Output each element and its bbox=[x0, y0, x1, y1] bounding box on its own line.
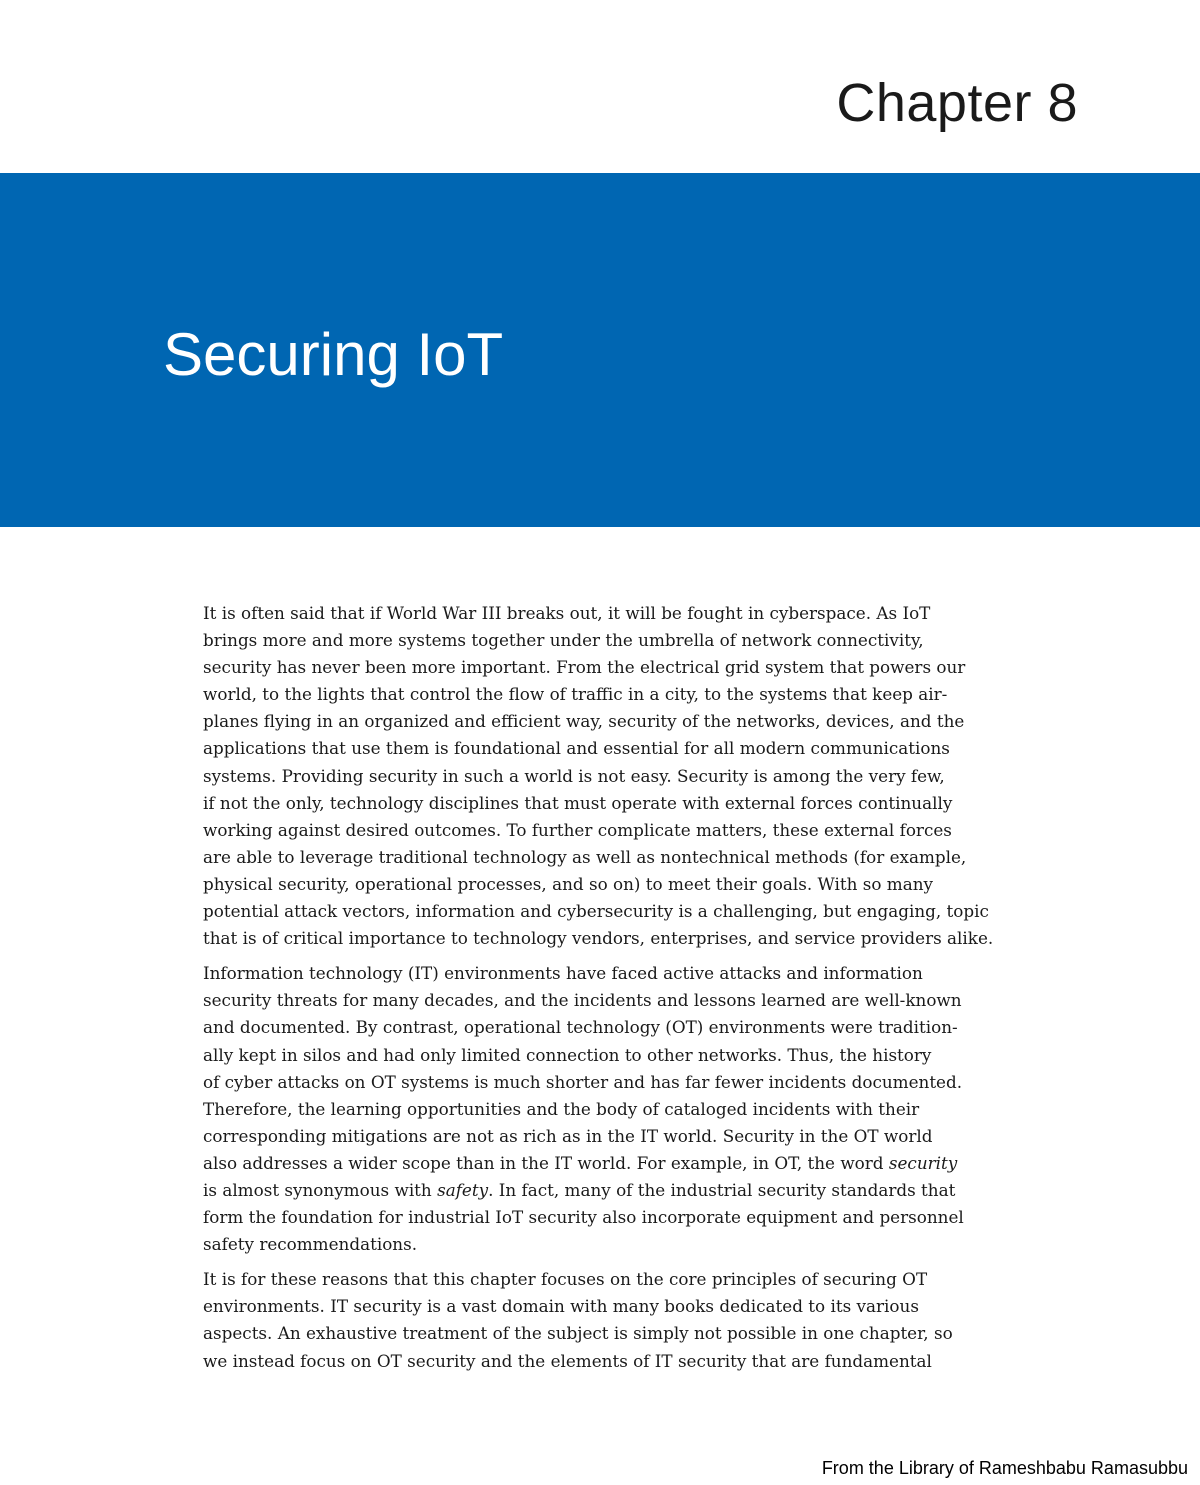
text-line: brings more and more systems together under the umbrella of network connectivity, bbox=[203, 630, 924, 651]
text-line: ally kept in silos and had only limited connection to other networks. Thus, the history bbox=[203, 1044, 932, 1065]
text-line: of cyber attacks on OT systems is much shorter and has far fewer incidents documented. bbox=[203, 1071, 963, 1092]
text-line: that is of critical importance to technology vendors, enterprises, and service providers alike. bbox=[203, 928, 994, 949]
emphasis-security: security bbox=[888, 1152, 958, 1173]
text-line: form the foundation for industrial IoT security also incorporate equipment and personnel bbox=[203, 1207, 964, 1228]
chapter-title: Securing IoT bbox=[163, 321, 504, 388]
paragraph-intro bbox=[203, 600, 1003, 952]
chapter-body bbox=[203, 600, 1003, 1383]
text-segment: also addresses a wider scope than in the IT world. For example, in OT, the word bbox=[203, 1152, 889, 1173]
text-line: safety recommendations. bbox=[203, 1234, 418, 1255]
text-line: security has never been more important. From the electrical grid system that powers our bbox=[203, 657, 966, 678]
text-line: Therefore, the learning opportunities and the body of cataloged incidents with their bbox=[203, 1098, 920, 1119]
text-line: and documented. By contrast, operational technology (OT) environments were tradition- bbox=[203, 1017, 958, 1038]
text-line: if not the only, technology disciplines that must operate with external forces continually bbox=[203, 792, 953, 813]
text-line: are able to leverage traditional technology as well as nontechnical methods (for example, bbox=[203, 846, 967, 867]
text-line: we instead focus on OT security and the elements of IT security that are fundamental bbox=[203, 1350, 932, 1371]
text-line: aspects. An exhaustive treatment of the subject is simply not possible in one chapter, so bbox=[203, 1323, 953, 1344]
chapter-label: Chapter 8 bbox=[836, 73, 1078, 133]
text-line: It is for these reasons that this chapter focuses on the core principles of securing OT bbox=[203, 1269, 928, 1290]
text-segment: is almost synonymous with bbox=[203, 1179, 438, 1200]
text-line: potential attack vectors, information and cybersecurity is a challenging, but engaging, topic bbox=[203, 901, 989, 922]
text-line: working against desired outcomes. To further complicate matters, these external forces bbox=[203, 819, 952, 840]
text-line bbox=[203, 1150, 1003, 1177]
emphasis-safety: safety bbox=[437, 1179, 489, 1200]
text-line: planes flying in an organized and efficient way, security of the networks, devices, and the bbox=[203, 711, 965, 732]
library-footer: From the Library of Rameshbabu Ramasubbu bbox=[821, 1458, 1188, 1478]
text-line: security threats for many decades, and the incidents and lessons learned are well-known bbox=[203, 990, 962, 1011]
text-line: systems. Providing security in such a world is not easy. Security is among the very few, bbox=[203, 765, 945, 786]
text-line: applications that use them is foundational and essential for all modern communications bbox=[203, 738, 950, 759]
text-line: corresponding mitigations are not as rich as in the IT world. Security in the OT world bbox=[203, 1125, 933, 1146]
text-segment: . In fact, many of the industrial security standards that bbox=[488, 1179, 956, 1200]
paragraph-it-vs-ot bbox=[203, 960, 1003, 1258]
text-line: physical security, operational processes, and so on) to meet their goals. With so many bbox=[203, 873, 934, 894]
text-line: It is often said that if World War III breaks out, it will be fought in cyberspace. As IoT bbox=[203, 603, 931, 623]
paragraph-chapter-focus bbox=[203, 1266, 1003, 1374]
text-line bbox=[203, 1177, 1003, 1204]
text-line: world, to the lights that control the flow of traffic in a city, to the systems that keep air- bbox=[203, 684, 948, 705]
text-line: Information technology (IT) environments have faced active attacks and information bbox=[203, 963, 923, 984]
text-line: environments. IT security is a vast domain with many books dedicated to its various bbox=[203, 1296, 919, 1317]
chapter-title-banner bbox=[0, 173, 1200, 527]
